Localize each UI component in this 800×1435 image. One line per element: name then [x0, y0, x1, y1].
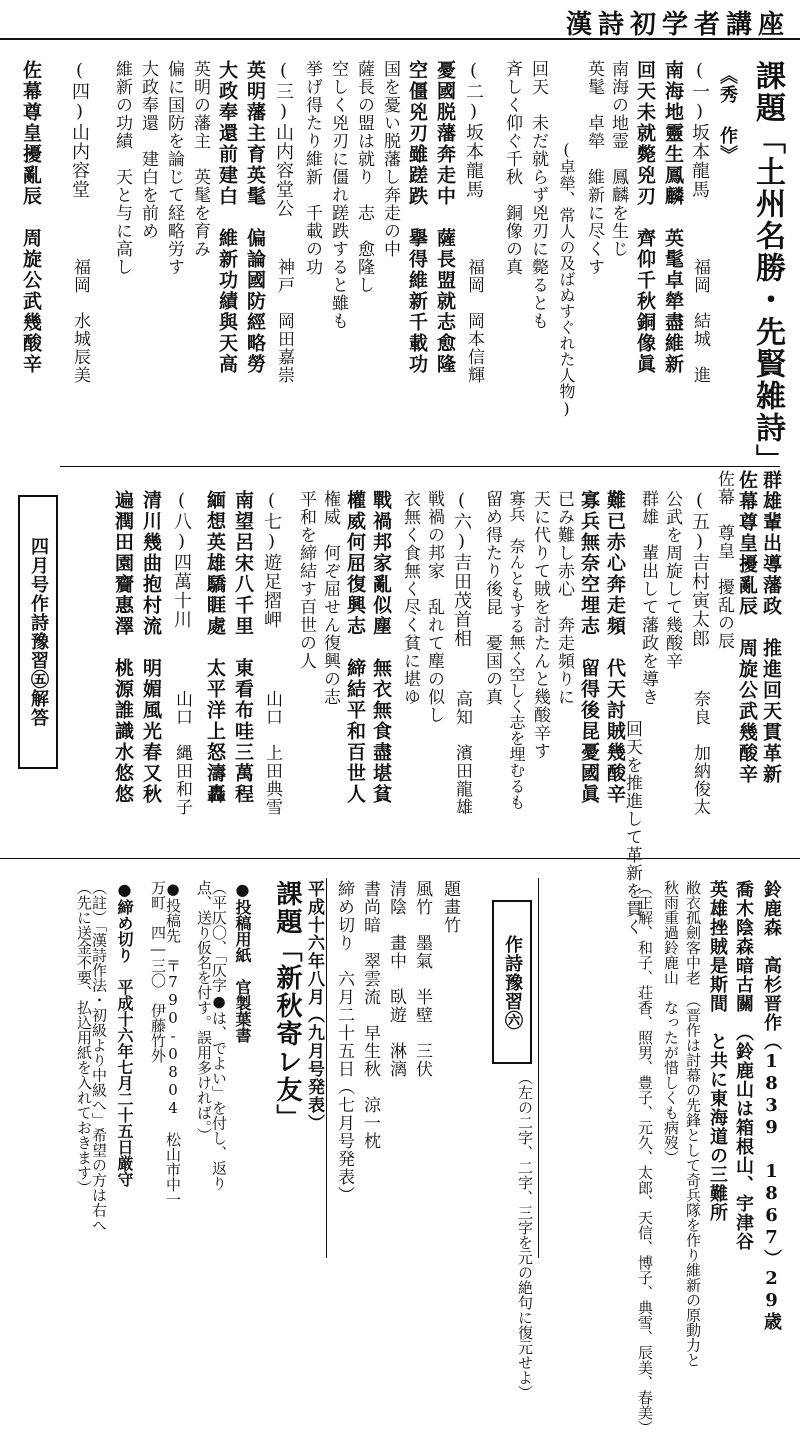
announce-paper-head: ●投稿用紙 官製葉書: [233, 880, 252, 1043]
answer-line-2: 英雄挫賊是斯間 と共に東海道の三難所: [707, 880, 728, 1222]
poem-5-original-1: 群雄輩出導藩政 推進回天貫革新: [760, 470, 782, 785]
poem-8-author: 山口 縄田和子: [172, 690, 192, 816]
award-label: 《秀 作》: [717, 66, 738, 164]
poem-1-author: 福岡 結城 進: [690, 258, 710, 384]
poem-5-author: 奈良 加納俊太: [690, 690, 710, 816]
poem-3-title: (三)山内容堂公: [273, 60, 294, 218]
poem-2-reading-3: 空しく兇刃に僵れ蹉跌すると雖も: [328, 60, 348, 330]
poem-1-reading-2: 英髦 卓犖 維新に尽くす: [584, 60, 604, 276]
practice-instruction: （左の二字、二字、三字を元の絶句に復元せよ）: [516, 1070, 534, 1400]
poem-2-title: (二)坂本龍馬: [463, 60, 484, 199]
poem-5-reading-5: 已み難し赤心 奔走頻りに: [554, 490, 574, 706]
answer-line-4: 秋雨重過鈴鹿山 なったが惜しくも病歿）: [662, 880, 680, 1165]
poem-6-reading-1: 戦禍の邦家 乱れて塵の似し: [424, 490, 444, 724]
announce-address: ●投稿先 〒790-0804 松山市中一万町 四―三〇 伊藤竹外: [149, 880, 182, 1207]
poem-1-reading-1: 南海の地霊 鳳麟を生じ: [608, 60, 628, 258]
poem-7-author: 山口 上田典雪: [262, 690, 282, 816]
poem-8-original-1: 清川幾曲抱村流 明媚風光春又秋: [140, 490, 162, 805]
poem-8-original-2: 遍潤田園齎惠澤 桃源誰識水悠悠: [112, 490, 134, 805]
header-rule: [0, 38, 800, 40]
poem-1-reading-4: 回天 未だ就らず兇刃に斃るとも: [528, 60, 548, 330]
poem-1-reading-5: 斉しく仰ぐ千秋 銅像の真: [502, 60, 522, 276]
answer-solvers: （正解、和子、荘香、照男、豊子、元久、太郎、天信、博子、典雪、辰美、春美）: [636, 880, 654, 1435]
practice-line-1: 風竹 墨氣 半壁 三伏: [412, 880, 432, 1078]
practice-box: 作詩豫習㊅: [492, 900, 532, 1064]
announce-divider: [326, 878, 327, 1258]
poem-2-original-2: 空僵兇刃雖蹉跌 擧得維新千載功: [406, 60, 428, 375]
announce-paper-note: （平仄〇、「仄字●は、でよい」を付し、返り点、送り仮名を付す。誤用多ければ。）: [195, 880, 228, 1191]
poem-6-original-2: 權威何屈復興志 締結平和百世人: [344, 490, 366, 805]
answer-title: 鈴鹿森 高杉晋作（1839 1867）29歳: [761, 880, 782, 1331]
poem-3-reading-3: 大政奉還 建白を前め: [138, 60, 158, 240]
poem-1-title: (一)坂本龍馬: [689, 60, 710, 199]
poem-5-reading-7: 寡兵 奈んともする無く空しく志を埋むるも: [507, 490, 526, 810]
poem-1-reading-3: (卓犖、常人の及ばぬすぐれた人物): [557, 140, 576, 418]
poem-6-title: (六)吉田茂首相: [451, 490, 472, 648]
poem-5-title: (五)吉村寅太郎: [689, 490, 710, 648]
poem-2-original-1: 憂國脱藩奔走中 薩長盟就志愈隆: [434, 60, 456, 375]
april-answer-box: 四月号作詩豫習㊄解答: [18, 495, 58, 769]
poem-3-original-2: 大政奉還前建白 維新功績與天高: [216, 60, 238, 375]
poem-4-title: (四)山内容堂: [69, 60, 90, 199]
poem-2-author: 福岡 岡本信輝: [464, 258, 484, 384]
poem-4-original-1: 佐幕尊皇擾亂辰 周旋公武幾酸辛: [20, 60, 42, 375]
announce-topic: 課題「新秋寄レ友」: [272, 880, 302, 1132]
poem-5-reading-6: 天に代りて賊を討たんと幾酸辛す: [530, 490, 550, 760]
poem-5-reading-4: 回天を推進して革新を貫く: [622, 720, 642, 936]
page-header-title: 漢詩初学者講座: [565, 10, 790, 40]
announce-note: （註）「漢詩作法・初級より中級へ」希望の方は右へ（先に送金不要、払込用紙を入れておきます）: [75, 880, 108, 1233]
poem-3-author: 神戸 岡田嘉崇: [274, 258, 294, 384]
poem-7-title: (七)遊足摺岬: [261, 490, 282, 629]
poem-1-original-1: 南海地靈生鳳麟 英髦卓犖盡維新: [662, 60, 684, 375]
poem-5-reading-3: 群雄 輩出して藩政を導き: [638, 490, 658, 706]
practice-line-2: 清陰 畫中 臥遊 淋漓: [386, 880, 406, 1078]
topic-title: 課題「土州名勝・先賢雑詩」: [750, 60, 785, 476]
answer-divider: [538, 878, 539, 1258]
poem-3-reading-1: 英明の藩主 英髦を育み: [190, 60, 210, 258]
practice-heading: 題畫竹: [440, 880, 460, 934]
poem-2-reading-1: 国を憂い脱藩し奔走の中: [380, 60, 400, 258]
answer-line-3: 敝衣孤劍客中老 （晋作は討幕の先鋒として奇兵隊を作り維新の原動力と: [684, 880, 702, 1368]
poem-5-reading-8: 留め得たり後昆 憂国の真: [482, 490, 502, 706]
poem-7-original-2: 緬想英雄驕睚處 太平洋上怒濤轟: [204, 490, 226, 805]
poem-7-original-1: 南望呂宋八千里 東看布哇三萬程: [232, 490, 254, 805]
poem-4-author: 福岡 水城辰美: [70, 258, 90, 384]
section-divider-top: [60, 466, 780, 467]
poem-1-original-2: 回天未就斃兇刃 齊仰千秋銅像眞: [634, 60, 656, 375]
announce-deadline: ●締め切り 平成十六年七月二十五日厳守: [115, 880, 134, 1187]
poem-2-reading-4: 挙げ得たり維新 千載の功: [302, 60, 322, 276]
poem-5-original-3: 難已赤心奔走頻 代天討賊幾酸辛: [604, 490, 626, 805]
poem-3-reading-4: 維新の功績 天と与に高し: [112, 60, 132, 276]
section-divider-bottom: [0, 858, 800, 859]
poem-8-title: (八)四萬十川: [171, 490, 192, 629]
poem-5-reading-1: 佐幕 尊皇 擾乱の辰: [714, 470, 734, 650]
poem-3-original-1: 英明藩主育英髦 偏論國防經略勞: [244, 60, 266, 375]
practice-line-3: 書尚暗 翠雲流 早生秋 涼一枕: [360, 880, 380, 1150]
poem-6-author: 高知 濱田龍雄: [452, 690, 472, 816]
poem-3-reading-2: 偏に国防を論じて経略労す: [164, 60, 184, 276]
poem-6-original-1: 戰禍邦家亂似塵 無衣無食盡堪貧: [370, 490, 392, 805]
answer-line-1: 喬木陰森暗古關 （鈴鹿山は箱根山、宇津谷: [733, 880, 754, 1251]
poem-6-reading-4: 平和を締結す百世の人: [296, 490, 316, 670]
practice-deadline: 締め切り 六月二十五日（七月号発表）: [334, 880, 354, 1204]
poem-5-original-4: 寡兵無奈空埋志 留得後昆憂國眞: [578, 490, 600, 805]
poem-2-reading-2: 薩長の盟は就り 志 愈隆し: [354, 60, 374, 294]
announce-date: 平成十六年八月（九月号発表）: [304, 880, 324, 1132]
poem-5-original-2: 佐幕尊皇擾亂辰 周旋公武幾酸辛: [736, 470, 758, 785]
poem-6-reading-3: 権威 何ぞ屈せん復興の志: [320, 490, 340, 706]
poem-5-reading-2: 公武を周旋して幾酸辛: [662, 490, 682, 670]
poem-6-reading-2: 衣無く食無く尽く貧に堪ゆ: [400, 490, 420, 706]
